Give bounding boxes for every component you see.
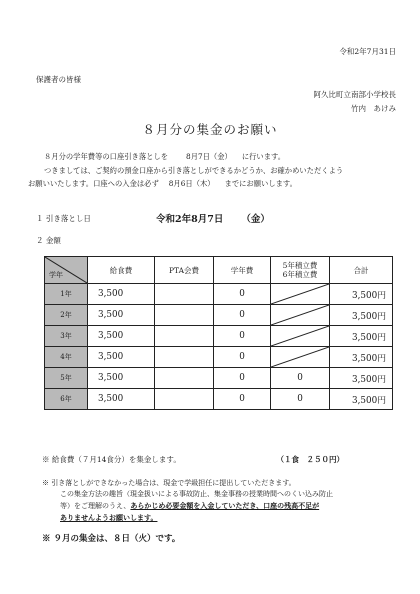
note-payment-line-3-a: 等）をご理解のうえ、: [60, 502, 131, 510]
header-build-2: 6年積立費: [282, 270, 318, 279]
meal-cell: 3,500: [88, 326, 155, 347]
build-cell-na: [271, 284, 330, 305]
gakunen-cell: 0: [214, 368, 271, 389]
deposit-date: 8月6日（木）: [168, 179, 215, 188]
meal-cell: 3,500: [88, 305, 155, 326]
header-pta: PTA会費: [155, 257, 214, 284]
header-meal: 給食費: [88, 257, 155, 284]
total-cell: 3,500円: [330, 368, 393, 389]
pta-cell: [155, 368, 214, 389]
school-name: 阿久比町立南部小学校長: [313, 90, 396, 99]
sender-block: [314, 88, 397, 116]
section1-day: （金）: [241, 214, 270, 225]
pta-cell: [155, 305, 214, 326]
body-line-1-a: ８月分の学年費等の口座引き落としを: [44, 152, 169, 161]
corner-label: 学年: [49, 271, 63, 279]
debit-date: 8月7日（金）: [186, 152, 232, 161]
table-row: [45, 326, 393, 347]
pta-cell: [155, 326, 214, 347]
corner-cell: [45, 257, 88, 284]
body-line-3: [28, 177, 398, 191]
note-payment-line-3: [42, 500, 382, 512]
grade-cell: 2年: [45, 305, 88, 326]
diagonal-line-icon: [271, 326, 329, 346]
table-row: [45, 305, 393, 326]
meal-cell: 3,500: [88, 389, 155, 410]
note-meal: ※ 給食費（７月14食分）を集金します。: [42, 455, 181, 464]
diagonal-line-icon: [271, 284, 329, 304]
note-payment-line-3-bold: あらかじめ必要金額を入金していただき、口座の残高不足が: [130, 501, 320, 510]
gakunen-cell: 0: [214, 347, 271, 368]
build-cell-na: [271, 305, 330, 326]
gakunen-cell: 0: [214, 305, 271, 326]
note-payment-line-1: ※ 引き落としができなかった場合は、現金で学級担任に提出していただきます。: [42, 479, 296, 487]
pta-cell: [155, 347, 214, 368]
section2-label: ２ 金額: [36, 236, 61, 245]
table-row: [45, 284, 393, 305]
body-line-3-a: お願いいたします。口座への入金は必ず: [28, 179, 159, 188]
table-row: [45, 368, 393, 389]
header-gakunen: 学年費: [214, 257, 271, 284]
build-cell-na: [271, 326, 330, 347]
body-line-2: つきましては、ご契約の預金口座から引き落としができるかどうか、お確かめいただくよう: [44, 165, 344, 175]
grade-cell: 5年: [45, 368, 88, 389]
principal-name: 竹内 あけみ: [351, 104, 396, 113]
build-cell-na: [271, 347, 330, 368]
diagonal-line-icon: [271, 347, 329, 367]
gakunen-cell: 0: [214, 326, 271, 347]
diagonal-line-icon: [271, 305, 329, 325]
total-cell: 3,500円: [330, 347, 393, 368]
grade-cell: 6年: [45, 389, 88, 410]
note-payment: [42, 478, 382, 523]
section1-label: １ 引き落とし日: [36, 214, 91, 223]
total-cell: 3,500円: [330, 305, 393, 326]
header-build: [271, 257, 330, 284]
page-title: ８月分の集金のお願い: [142, 122, 278, 137]
grade-cell: 4年: [45, 347, 88, 368]
build-cell: 0: [271, 389, 330, 410]
fee-table-header: [45, 257, 393, 284]
total-cell: 3,500円: [330, 389, 393, 410]
recipient: 保護者の皆様: [36, 75, 81, 84]
header-build-1: 5年積立費: [282, 261, 318, 270]
note-payment-line-4: ありませんようお願いします。: [60, 513, 158, 522]
note-meal-price: （１食 ２５０円）: [276, 455, 344, 464]
note-september: ※ ９月の集金は、８日（火）です。: [42, 534, 181, 544]
body-line-3-c: までにお願いします。: [224, 179, 297, 188]
table-row: [45, 347, 393, 368]
body-line-1: [28, 150, 398, 164]
grade-cell: 1年: [45, 284, 88, 305]
note-payment-line-2: この集金方法の趣旨（現金扱いによる事故防止、集金事務の授業時間へのくい込み防止: [60, 490, 333, 498]
meal-cell: 3,500: [88, 284, 155, 305]
fee-table: [44, 256, 393, 410]
issue-date: 令和2年7月31日: [339, 47, 396, 56]
body-text: [28, 150, 398, 191]
grade-cell: 3年: [45, 326, 88, 347]
body-line-1-c: に行います。: [241, 152, 286, 161]
meal-cell: 3,500: [88, 347, 155, 368]
gakunen-cell: 0: [214, 389, 271, 410]
section1-value: [156, 211, 270, 225]
pta-cell: [155, 389, 214, 410]
total-cell: 3,500円: [330, 326, 393, 347]
build-cell: 0: [271, 368, 330, 389]
section1-date: 令和2年8月7日: [156, 214, 224, 225]
table-row: [45, 389, 393, 410]
pta-cell: [155, 284, 214, 305]
total-cell: 3,500円: [330, 284, 393, 305]
gakunen-cell: 0: [214, 284, 271, 305]
meal-cell: 3,500: [88, 368, 155, 389]
header-total: 合計: [330, 257, 393, 284]
